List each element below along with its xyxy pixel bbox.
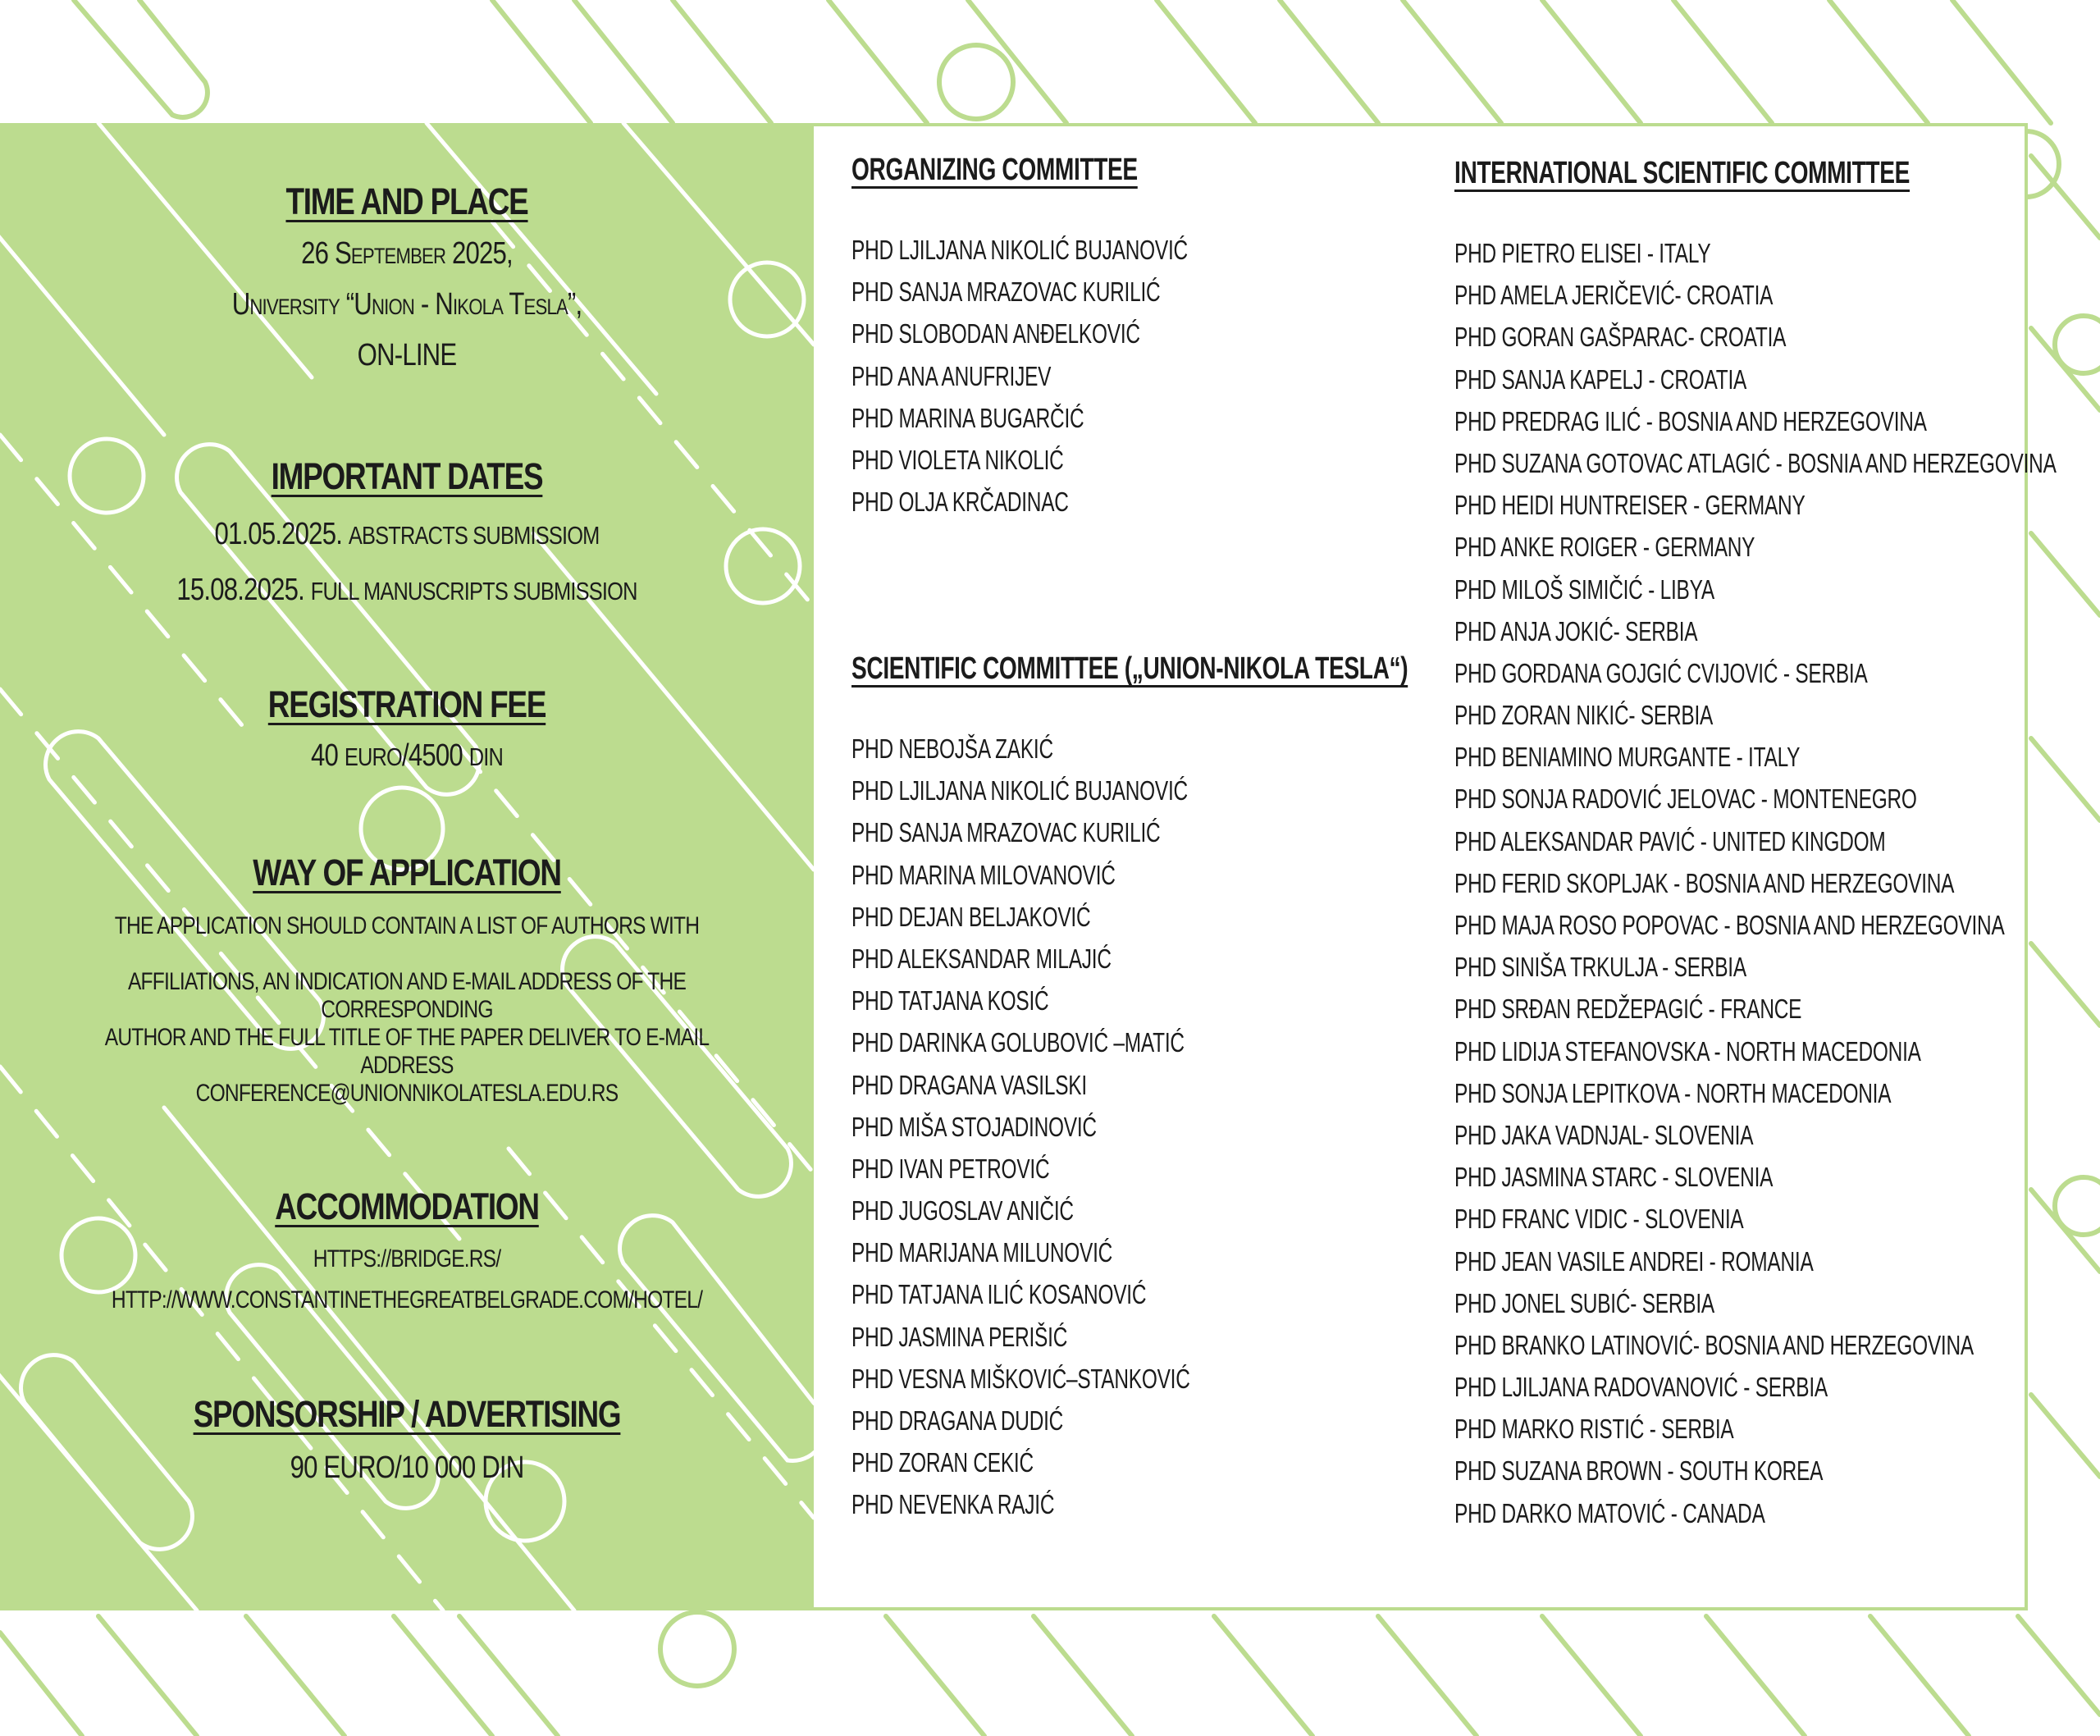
committee-member: PHD JAKA VADNJAL- SLOVENIA — [1454, 1119, 1754, 1150]
committee-member: PHD IVAN PETROVIĆ — [851, 1153, 1050, 1184]
application-text-line: AUTHOR AND THE FULL TITLE OF THE PAPER DELIVER TO E-MAIL ADDRESS — [104, 1024, 710, 1079]
committee-member: PHD MARINA BUGARČIĆ — [851, 402, 1084, 433]
committee-member: PHD ANA ANUFRIJEV — [851, 360, 1052, 391]
committee-member: PHD LJILJANA NIKOLIĆ BUJANOVIĆ — [851, 775, 1188, 806]
committee-member: PHD JASMINA PERIŠIĆ — [851, 1321, 1068, 1352]
scientific-committee-heading: SCIENTIFIC COMMITTEE („UNION-NIKOLA TESLA“) — [851, 651, 1408, 686]
committee-member: PHD SONJA RADOVIĆ JELOVAC - MONTENEGRO — [1454, 783, 1917, 815]
committee-member: PHD JASMINA STARC - SLOVENIA — [1454, 1162, 1774, 1193]
committee-member: PHD SUZANA GOTOVAC ATLAGIĆ - BOSNIA AND HERZEGOVINA — [1454, 447, 2057, 478]
committee-member: PHD MAJA ROSO POPOVAC - BOSNIA AND HERZEGOVINA — [1454, 910, 2005, 940]
accommodation-link[interactable]: HTTP://WWW.CONSTANTINETHEGREATBELGRADE.COM/HOTEL/ — [111, 1286, 703, 1313]
committee-member: PHD GORAN GAŠPARAC- CROATIA — [1454, 322, 1787, 353]
registration-fee-value: 40 EURO/4500 DIN — [310, 738, 504, 773]
date-item: 01.05.2025. ABSTRACTS SUBMISSIOM — [214, 517, 600, 551]
committee-member: PHD ALEKSANDAR MILAJIĆ — [851, 943, 1112, 974]
accommodation-link[interactable]: HTTPS://BRIDGE.RS/ — [313, 1245, 501, 1272]
committee-member: PHD ZORAN NIKIĆ- SERBIA — [1454, 700, 1714, 731]
committee-member: PHD ANJA JOKIĆ- SERBIA — [1454, 615, 1698, 646]
registration-fee-heading: REGISTRATION FEE — [267, 683, 546, 725]
organizing-committee-heading: ORGANIZING COMMITTEE — [851, 153, 1138, 187]
committee-member: PHD DARINKA GOLUBOVIĆ –MATIĆ — [851, 1027, 1185, 1058]
committee-member: PHD SANJA MRAZOVAC KURILIĆ — [851, 276, 1161, 308]
committee-member: PHD JUGOSLAV ANIČIĆ — [851, 1195, 1074, 1227]
committee-member: PHD MARINA MILOVANOVIĆ — [851, 859, 1116, 890]
committee-member: PHD NEVENKA RAJIĆ — [851, 1489, 1055, 1520]
committee-member: PHD PREDRAG ILIĆ - BOSNIA AND HERZEGOVINA — [1454, 405, 1927, 436]
committee-member: PHD ALEKSANDAR PAVIĆ - UNITED KINGDOM — [1454, 825, 1886, 857]
committee-member: PHD SONJA LEPITKOVA - NORTH MACEDONIA — [1454, 1077, 1892, 1108]
sponsorship-price: 90 EURO/10 000 DIN — [290, 1450, 524, 1485]
sponsorship-heading: SPONSORSHIP / ADVERTISING — [193, 1393, 621, 1435]
committee-member: PHD SINIŠA TRKULJA - SERBIA — [1454, 952, 1746, 983]
application-text-line: THE APPLICATION SHOULD CONTAIN A LIST OF AUTHORS WITH — [114, 912, 700, 939]
committee-member: PHD JEAN VASILE ANDREI - ROMANIA — [1454, 1245, 1814, 1277]
international-committee — [1454, 156, 2057, 1534]
committee-member: PHD OLJA KRČADINAC — [851, 487, 1069, 518]
date-item: 15.08.2025. FULL MANUSCRIPTS SUBMISSION — [176, 573, 637, 607]
committee-member: PHD DEJAN BELJAKOVIĆ — [851, 901, 1091, 932]
committee-member: PHD BRANKO LATINOVIĆ- BOSNIA AND HERZEGOVINA — [1454, 1329, 1974, 1360]
organizing-committee-list — [851, 229, 1426, 523]
international-committee-heading: INTERNATIONAL SCIENTIFIC COMMITTEE — [1454, 156, 1911, 190]
committee-member: PHD SUZANA BROWN - SOUTH KOREA — [1454, 1455, 1824, 1487]
event-info — [0, 123, 814, 1610]
committee-member: PHD TATJANA ILIĆ KOSANOVIĆ — [851, 1279, 1147, 1310]
committee-member: PHD NEBOJŠA ZAKIĆ — [851, 733, 1053, 764]
committee-member: PHD HEIDI HUNTREISER - GERMANY — [1454, 490, 1806, 521]
committee-member: PHD ZORAN CEKIĆ — [851, 1447, 1034, 1478]
committee-member: PHD LJILJANA RADOVANOVIĆ - SERBIA — [1454, 1372, 1828, 1403]
organizing-committee — [851, 153, 1426, 523]
committee-member: PHD FRANC VIDIC - SLOVENIA — [1454, 1204, 1744, 1235]
event-mode: ON-LINE — [357, 338, 457, 372]
accommodation-heading: ACCOMMODATION — [275, 1186, 539, 1227]
way-of-application-heading: WAY OF APPLICATION — [253, 852, 561, 893]
committee-member: PHD BENIAMINO MURGANTE - ITALY — [1454, 742, 1801, 773]
committee-member: PHD SANJA KAPELJ - CROATIA — [1454, 363, 1747, 395]
committee-member: PHD VESNA MIŠKOVIĆ–STANKOVIĆ — [851, 1363, 1190, 1394]
scientific-committee-list — [851, 728, 1442, 1526]
committee-member: PHD PIETRO ELISEI - ITALY — [1454, 238, 1711, 268]
committee-member: PHD LJILJANA NIKOLIĆ BUJANOVIĆ — [851, 235, 1188, 265]
event-date: 26 September 2025, — [301, 236, 513, 271]
event-venue: University “Union - Nikola Tesla”, — [231, 287, 582, 322]
committee-member: PHD DARKO MATOVIĆ - CANADA — [1454, 1497, 1765, 1528]
committee-member: PHD FERID SKOPLJAK - BOSNIA AND HERZEGOVINA — [1454, 867, 1955, 898]
committee-member: PHD MIŠA STOJADINOVIĆ — [851, 1111, 1097, 1142]
important-dates-heading: IMPORTANT DATES — [271, 455, 543, 497]
scientific-committee — [851, 651, 1442, 1526]
committee-member: PHD AMELA JERIČEVIĆ- CROATIA — [1454, 280, 1774, 311]
committees-panel — [814, 123, 2057, 1610]
committee-member: PHD SANJA MRAZOVAC KURILIĆ — [851, 817, 1161, 848]
committee-member: PHD DRAGANA DUDIĆ — [851, 1405, 1064, 1436]
committee-member: PHD VIOLETA NIKOLIĆ — [851, 444, 1064, 475]
committee-member: PHD MARKO RISTIĆ - SERBIA — [1454, 1414, 1734, 1445]
committee-member: PHD GORDANA GOJGIĆ CVIJOVIĆ - SERBIA — [1454, 657, 1868, 688]
committee-member: PHD SLOBODAN ANĐELKOVIĆ — [851, 318, 1140, 349]
contact-email[interactable]: CONFERENCE@UNIONNIKOLATESLA.EDU.RS — [195, 1080, 619, 1107]
committee-member: PHD LIDIJA STEFANOVSKA - NORTH MACEDONIA — [1454, 1035, 1921, 1067]
application-text-line: AFFILIATIONS, AN INDICATION AND E-MAIL ADDRESS OF THE CORRESPONDING — [127, 968, 687, 1023]
committee-member: PHD MILOŠ SIMIČIĆ - LIBYA — [1454, 573, 1714, 605]
info-panel — [0, 123, 814, 1610]
committee-member: PHD DRAGANA VASILSKI — [851, 1069, 1087, 1100]
committee-member: PHD JONEL SUBIĆ- SERBIA — [1454, 1287, 1714, 1318]
committee-member: PHD TATJANA KOSIĆ — [851, 985, 1049, 1016]
committee-member: PHD MARIJANA MILUNOVIĆ — [851, 1237, 1113, 1268]
committee-member: PHD ANKE ROIGER - GERMANY — [1454, 532, 1755, 563]
time-place-heading: TIME AND PLACE — [285, 180, 528, 222]
committee-member: PHD SRĐAN REDŽEPAGIĆ - FRANCE — [1454, 994, 1802, 1025]
international-committee-list — [1454, 232, 2057, 1534]
